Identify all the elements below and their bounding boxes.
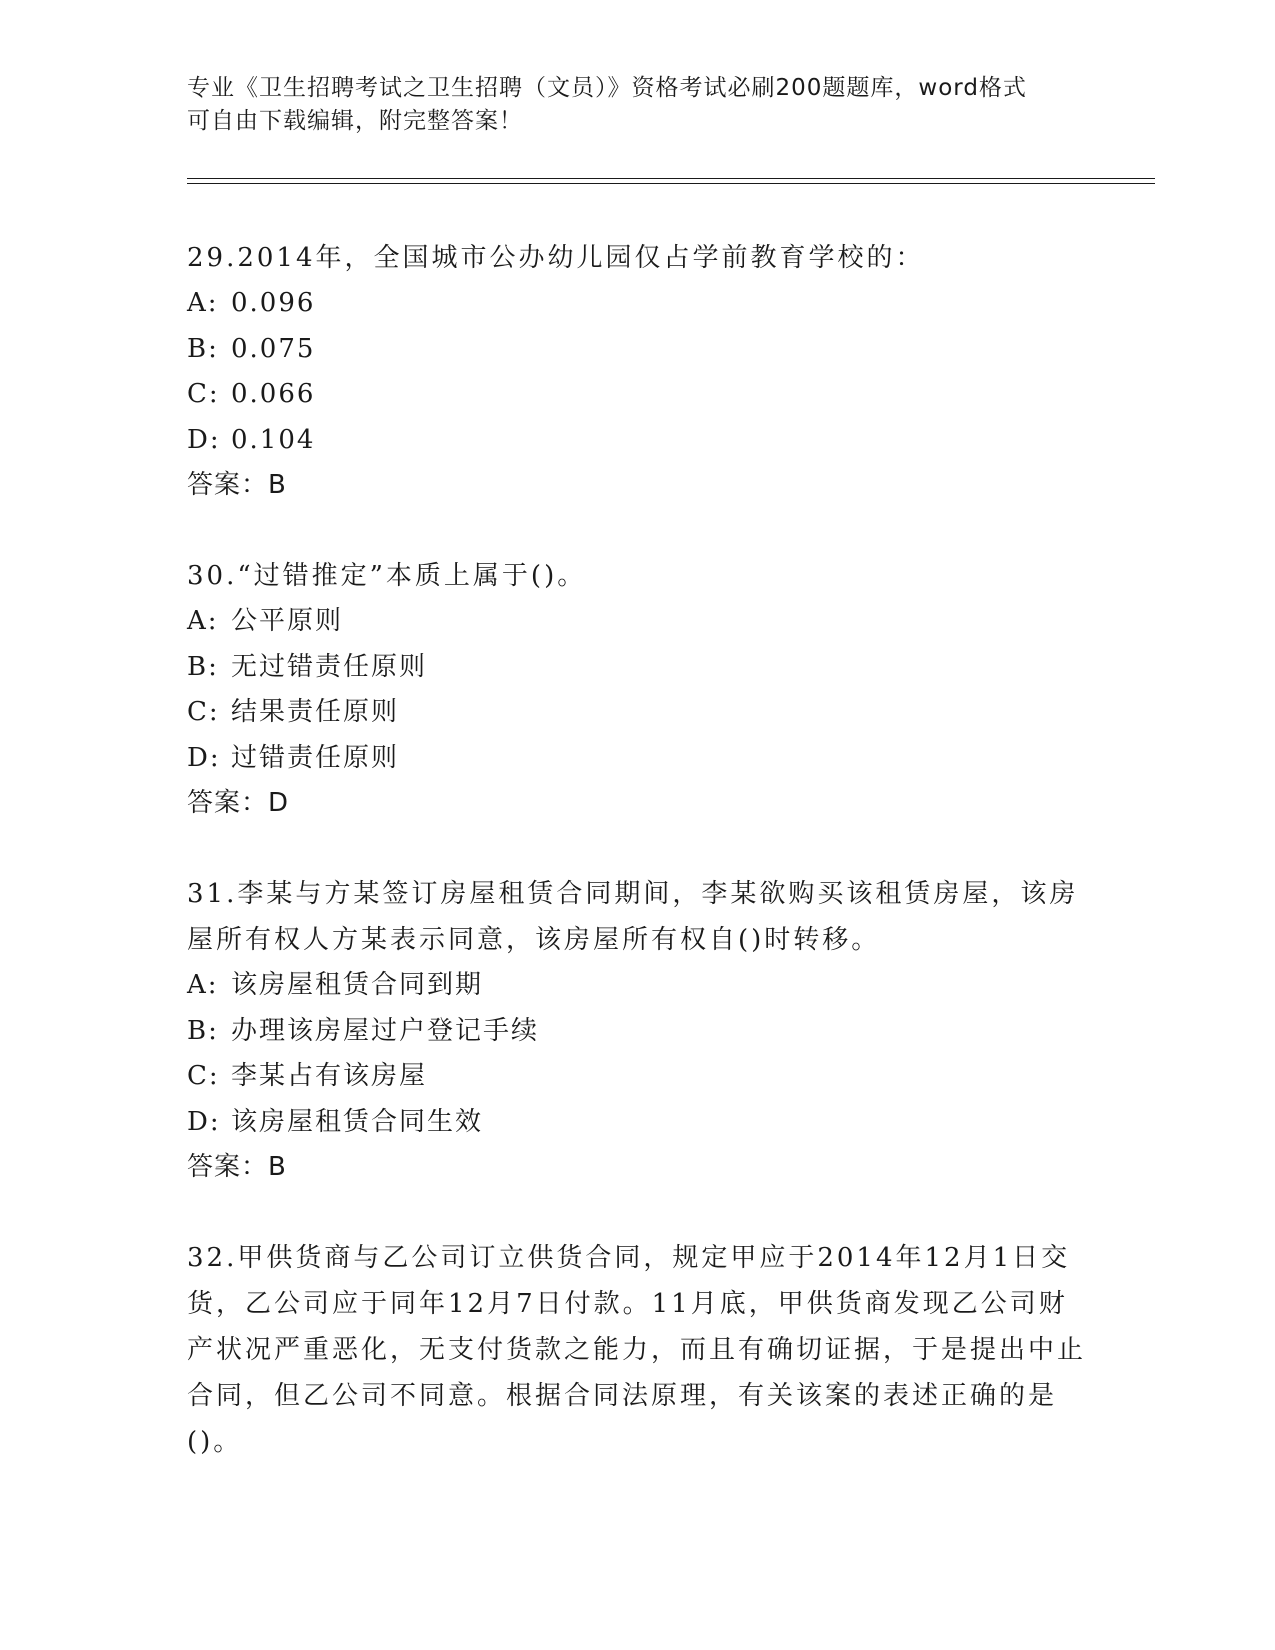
- option-value: 该房屋租赁合同到期: [231, 970, 484, 1000]
- question-31: [187, 871, 1087, 1189]
- header-line-2: 可自由下载编辑，附完整答案！: [187, 108, 523, 134]
- option-key: C:: [187, 697, 220, 727]
- option-key: A:: [187, 288, 219, 318]
- header-divider-top: [187, 178, 1155, 179]
- answer-line: 答案：D: [187, 788, 290, 818]
- option-value: 无过错责任原则: [231, 651, 428, 682]
- option-value: 过错责任原则: [231, 742, 400, 773]
- option-value: 结果责任原则: [231, 697, 400, 727]
- option-d: [187, 736, 1087, 782]
- option-value: 办理该房屋过户登记手续: [231, 1015, 540, 1046]
- option-value: 李某占有该房屋: [231, 1061, 428, 1091]
- option-value: 0.075: [231, 333, 316, 364]
- question-text: 29.2014年，全国城市公办幼儿园仅占学前教育学校的：: [187, 243, 925, 273]
- option-key: B:: [187, 333, 219, 364]
- option-value: 0.066: [231, 379, 316, 409]
- option-c: [187, 372, 1087, 418]
- option-b: [187, 327, 1087, 373]
- option-b: [187, 1009, 1087, 1055]
- option-a: [187, 599, 1087, 645]
- question-text: 32.甲供货商与乙公司订立供货合同，规定甲应于2014年12月1日交货，乙公司应于同年12月7日付款。11月底，甲供货商发现乙公司财产状况严重恶化，无支付货款之能力，而且有确切证据，于是提出中止合同，但乙公司不同意。根据合同法原理，有关该案的表述正确的是()。: [187, 1243, 1087, 1457]
- option-value: 0.104: [231, 424, 316, 455]
- option-value: 该房屋租赁合同生效: [231, 1106, 484, 1137]
- question-list: [187, 235, 1087, 1511]
- option-c: [187, 690, 1087, 736]
- option-value: 0.096: [231, 288, 316, 318]
- option-c: [187, 1054, 1087, 1100]
- option-key: A:: [187, 970, 219, 1000]
- document-header: [187, 72, 1087, 138]
- option-b: [187, 645, 1087, 691]
- option-key: A:: [187, 606, 219, 636]
- answer-line: 答案：B: [187, 470, 287, 500]
- header-divider-bottom: [187, 183, 1155, 184]
- option-key: D:: [187, 424, 221, 455]
- option-d: [187, 1100, 1087, 1146]
- question-32: [187, 1235, 1087, 1465]
- option-a: [187, 281, 1087, 327]
- option-key: D:: [187, 742, 221, 773]
- question-text: 30.“过错推定”本质上属于()。: [187, 561, 587, 591]
- option-key: C:: [187, 379, 220, 409]
- option-d: [187, 418, 1087, 464]
- option-a: [187, 963, 1087, 1009]
- question-29: [187, 235, 1087, 507]
- question-text: 31.李某与方某签订房屋租赁合同期间，李某欲购买该租赁房屋，该房屋所有权人方某表示同意，该房屋所有权自()时转移。: [187, 879, 1079, 955]
- option-key: C:: [187, 1061, 220, 1091]
- option-key: B:: [187, 651, 219, 682]
- option-key: B:: [187, 1015, 219, 1046]
- header-line-1: 专业《卫生招聘考试之卫生招聘（文员）》资格考试必刷200题题库，word格式: [187, 75, 1027, 101]
- question-30: [187, 553, 1087, 825]
- answer-line: 答案：B: [187, 1152, 287, 1182]
- option-key: D:: [187, 1106, 221, 1137]
- option-value: 公平原则: [231, 606, 344, 636]
